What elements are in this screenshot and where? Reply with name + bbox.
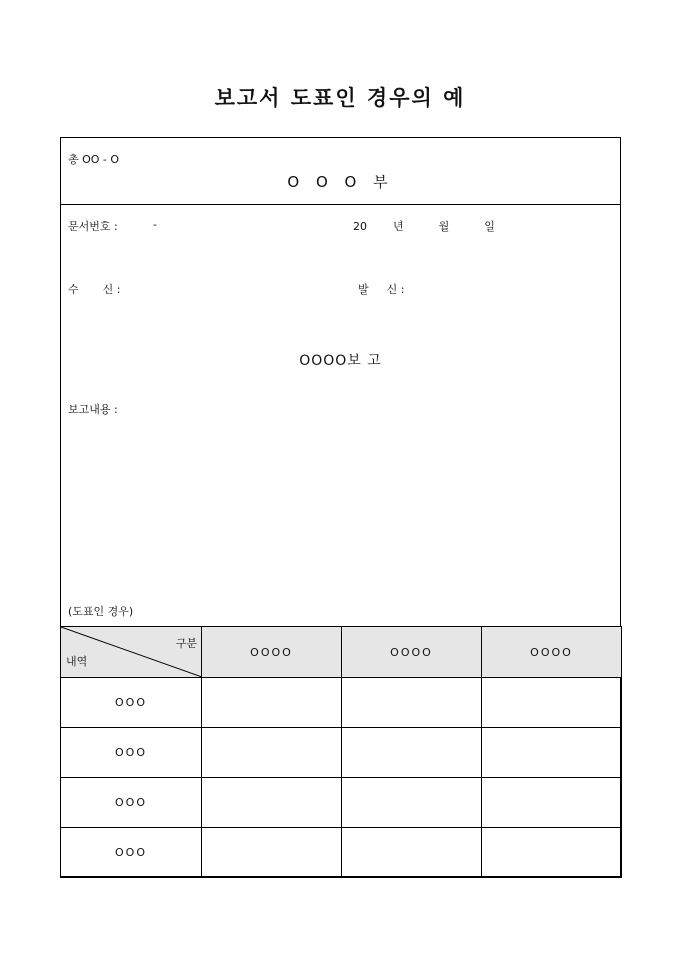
table-corner-cell	[61, 627, 202, 678]
date-year-prefix: 20	[353, 220, 367, 233]
table-row	[61, 678, 622, 728]
table-cell	[482, 828, 622, 878]
recipient-label-b: 신 :	[102, 283, 121, 296]
table-cell	[202, 728, 342, 778]
document-title: 보고서 도표인 경우의 예	[214, 85, 466, 110]
table-cell	[342, 828, 482, 878]
table-cell	[202, 678, 342, 728]
report-content-label: 보고내용 :	[68, 403, 118, 416]
table-row	[61, 778, 622, 828]
report-title: OOOO보 고	[299, 353, 382, 369]
table-cell	[342, 678, 482, 728]
table-cell	[482, 678, 622, 728]
table-cell	[202, 828, 342, 878]
table-header-row	[61, 627, 622, 678]
row-label: OOO	[61, 778, 202, 828]
date-month-label: 월	[438, 220, 450, 233]
doc-number-dash: -	[153, 218, 157, 231]
date-row	[353, 218, 495, 234]
corner-details-label: 내역	[66, 655, 88, 668]
table-note: (도표인 경우)	[68, 605, 134, 618]
table-cell	[342, 778, 482, 828]
document-code: 총 OO - O	[68, 153, 120, 166]
date-year-label: 년	[393, 220, 404, 233]
row-label: OOO	[61, 678, 202, 728]
recipient-label-a: 수	[68, 283, 79, 296]
date-day-label: 일	[484, 220, 495, 233]
report-form	[60, 137, 621, 877]
table-row	[61, 728, 622, 778]
column-header: OOOO	[202, 627, 342, 678]
recipient-label	[68, 281, 120, 297]
table-cell	[482, 728, 622, 778]
sender-label	[358, 281, 404, 297]
row-label: OOO	[61, 828, 202, 878]
column-header: OOOO	[342, 627, 482, 678]
table-cell	[202, 778, 342, 828]
ministry-name: O O O 부	[287, 173, 394, 191]
corner-category-label: 구분	[175, 637, 197, 650]
row-label: OOO	[61, 728, 202, 778]
column-header: OOOO	[482, 627, 622, 678]
table-row	[61, 828, 622, 878]
doc-number-label: 문서번호 :	[68, 220, 118, 233]
table-cell	[482, 778, 622, 828]
sender-label-b: 신 :	[386, 283, 405, 296]
table-cell	[342, 728, 482, 778]
data-table	[60, 626, 622, 878]
header-divider	[61, 204, 620, 205]
sender-label-a: 발	[358, 283, 369, 296]
